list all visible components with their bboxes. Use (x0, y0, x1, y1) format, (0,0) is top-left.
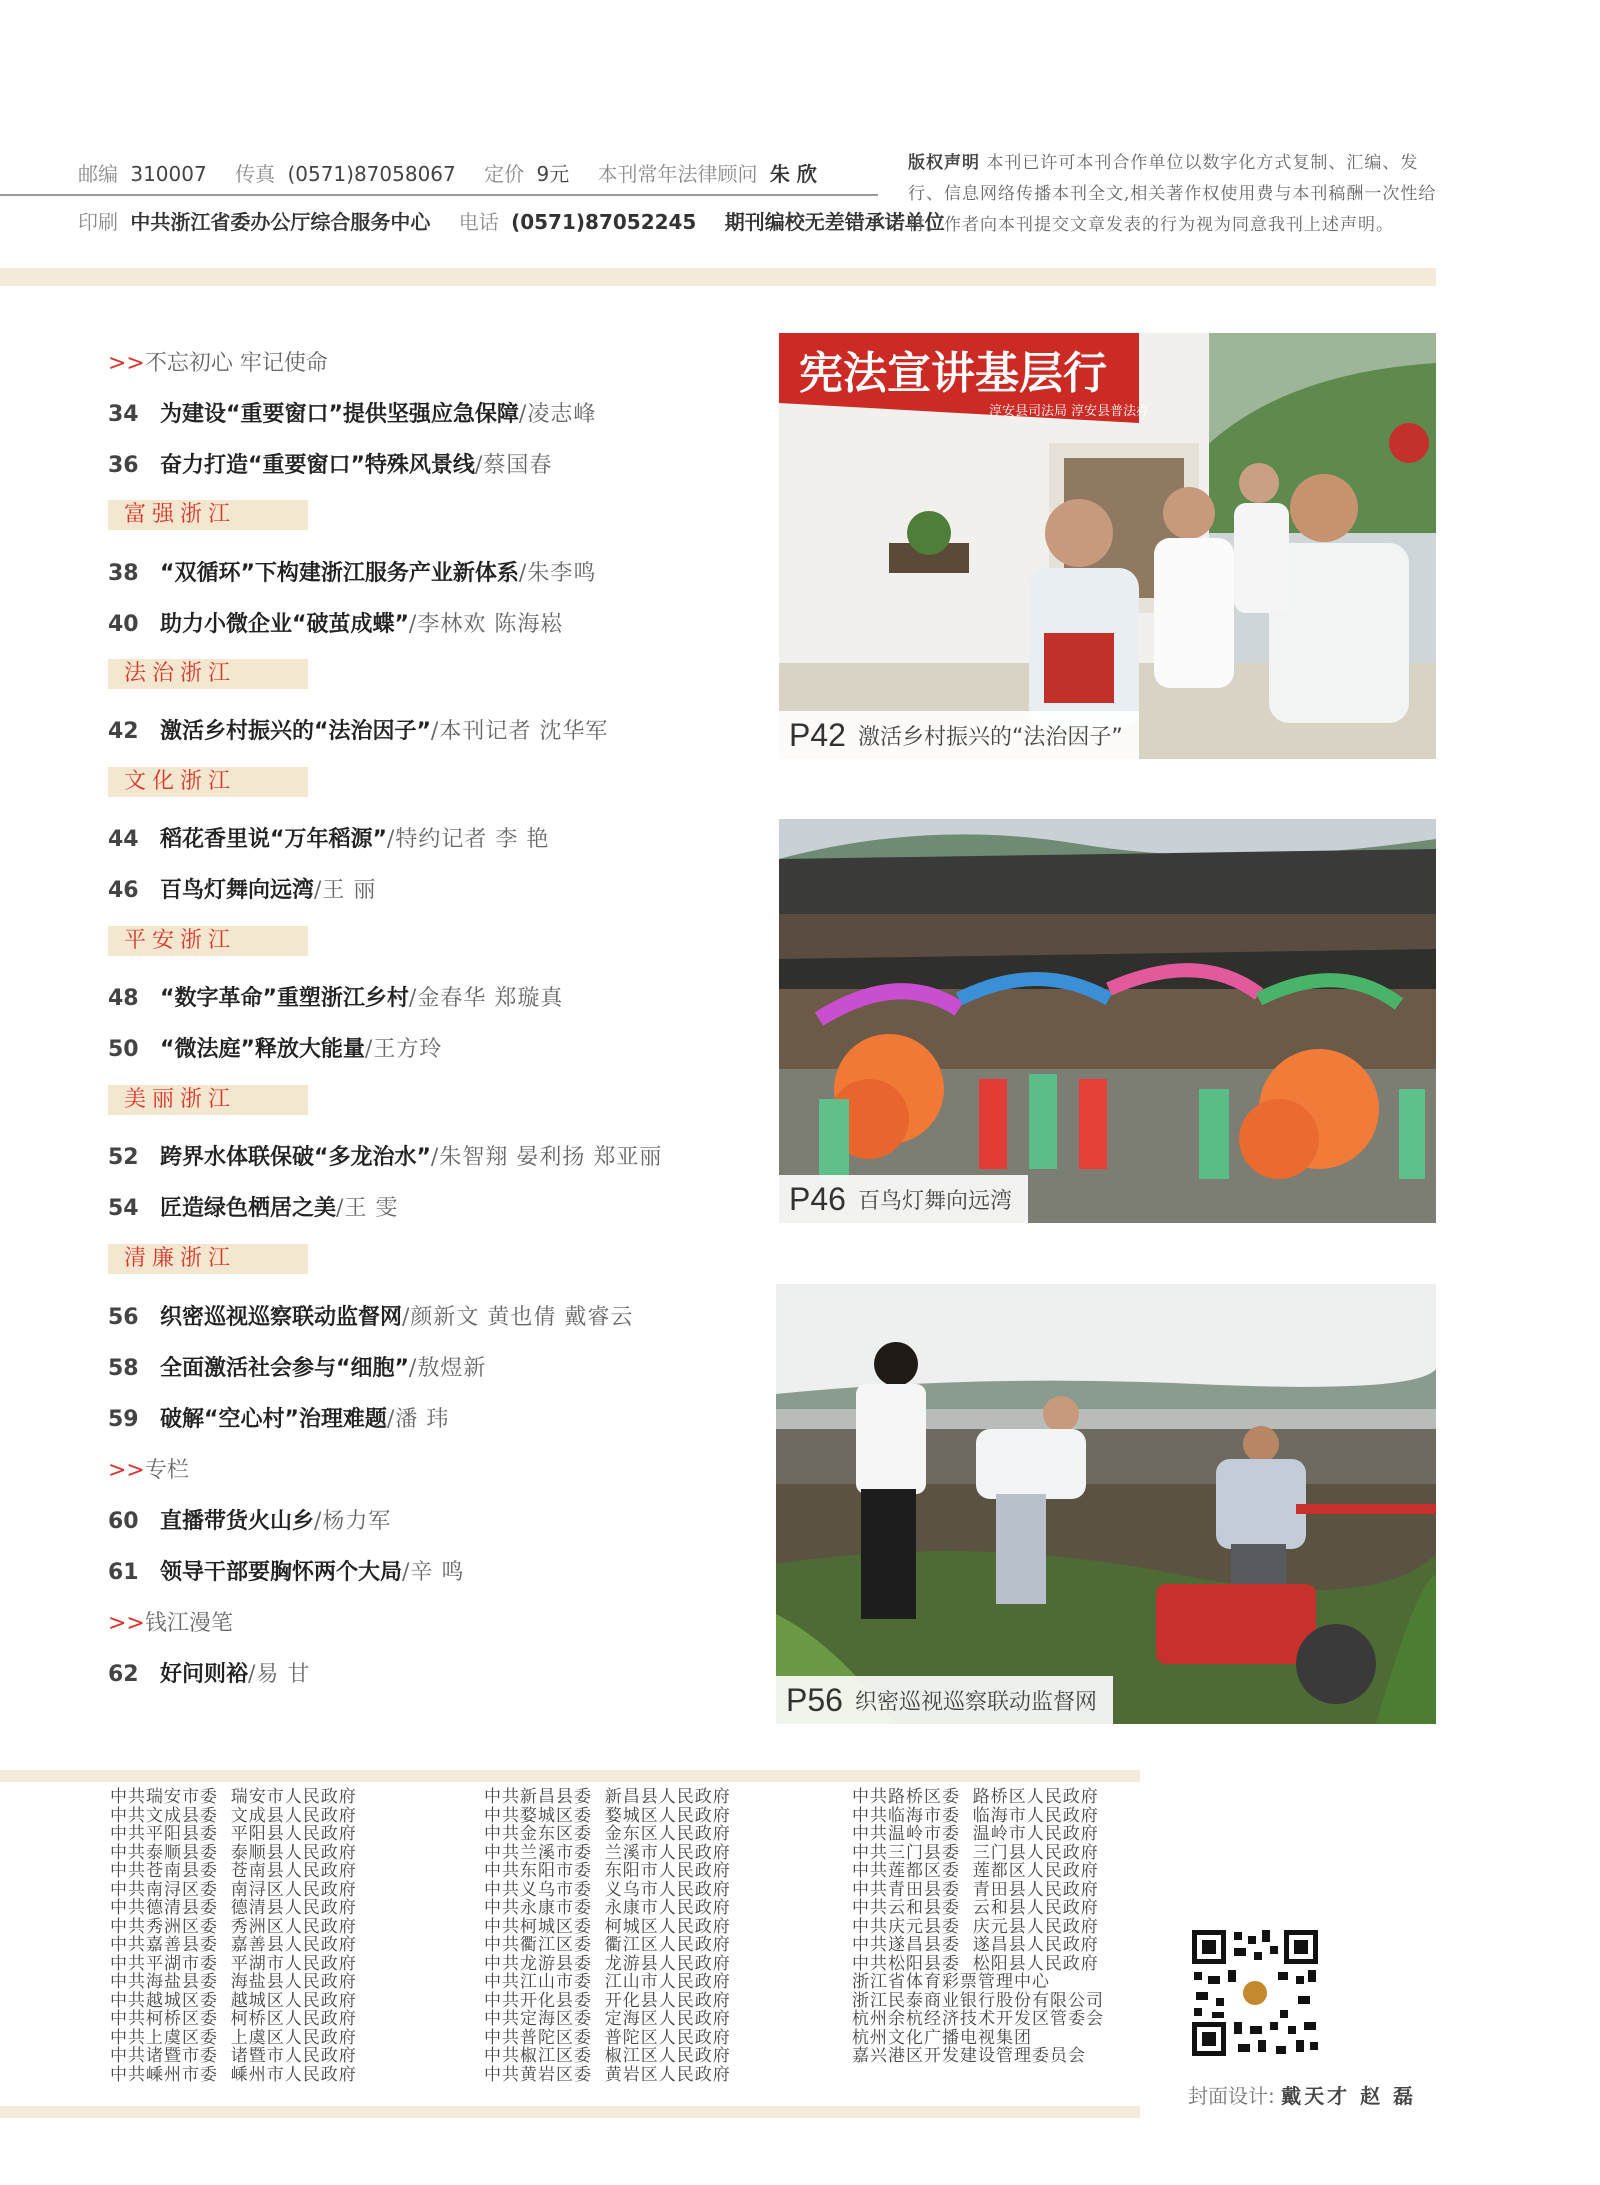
sponsor-line: 中共泰顺县委 泰顺县人民政府 (110, 1842, 357, 1863)
sponsor-line: 中共义乌市委 义乌市人民政府 (484, 1879, 731, 1900)
photo-caption-text: 织密巡视巡察联动监督网 (854, 1689, 1097, 1715)
qr-code-icon (1188, 1926, 1322, 2060)
toc-item[interactable] (108, 1657, 310, 1688)
sponsor-line: 中共海盐县委 海盐县人民政府 (110, 1972, 357, 1992)
page-number: 54 (108, 1196, 139, 1221)
sponsor-line: 中共新昌县委 新昌县人民政府 (484, 1787, 731, 1807)
article-title: 匠造绿色栖居之美 (160, 1196, 337, 1221)
article-author: /敖煜新 (408, 1356, 487, 1381)
page-number: 40 (108, 612, 139, 637)
toc-item[interactable] (108, 1402, 449, 1433)
section-badge: 法治浙江 (108, 659, 308, 689)
sponsor-line: 中共平湖市委 平湖市人民政府 (110, 1953, 357, 1974)
page-number: 58 (108, 1356, 139, 1381)
toc-item[interactable] (108, 556, 596, 587)
photo-page-number: P42 (789, 716, 846, 753)
sponsor-line: 中共椒江区委 椒江区人民政府 (484, 2046, 731, 2066)
page-number: 48 (108, 986, 139, 1011)
article-author: /蔡国春 (474, 453, 553, 478)
page-number: 52 (108, 1145, 139, 1170)
photo-p42[interactable] (779, 333, 1436, 759)
page-number: 62 (108, 1662, 139, 1687)
header-band (0, 268, 1436, 286)
page-number: 44 (108, 827, 139, 852)
page-number: 60 (108, 1509, 139, 1534)
sponsor-line: 中共兰溪市委 兰溪市人民政府 (484, 1842, 731, 1863)
article-author: /易 甘 (248, 1662, 311, 1687)
article-author: /本刊记者 沈华军 (430, 719, 609, 744)
section-badge: 清廉浙江 (108, 1244, 308, 1274)
photo-page-number: P56 (786, 1681, 843, 1718)
article-author: /辛 鸣 (402, 1560, 465, 1585)
lawyer-label: 本刊常年法律顾问 (597, 162, 758, 186)
article-title: 破解“空心村”治理难题 (160, 1407, 387, 1432)
page-number: 34 (108, 402, 139, 427)
toc-item[interactable] (108, 873, 376, 904)
article-author: /杨力军 (314, 1509, 392, 1534)
toc-item[interactable] (108, 981, 563, 1012)
sponsor-band-bottom (0, 2106, 1140, 2118)
section-badge: 平安浙江 (108, 926, 308, 956)
sponsor-line: 中共越城区委 越城区人民政府 (110, 1990, 357, 2011)
copyright-notice (908, 148, 1440, 241)
arrow-icon: >> (108, 1458, 145, 1483)
article-author: /朱智翔 晏利扬 郑亚丽 (430, 1145, 663, 1170)
cover-design-names: 戴天才 赵 磊 (1281, 2084, 1417, 2108)
header-divider (0, 194, 878, 196)
toc-item[interactable] (108, 1191, 398, 1222)
sponsor-line: 中共临海市委 临海市人民政府 (852, 1805, 1099, 1826)
qr-code[interactable] (1188, 1926, 1322, 2060)
article-title: 好问则裕 (160, 1662, 249, 1687)
article-title: 领导干部要胸怀两个大局 (160, 1560, 403, 1585)
page-number: 61 (108, 1560, 139, 1585)
page-number: 42 (108, 719, 139, 744)
phone-label: 电话 (458, 210, 499, 234)
sponsor-column-3 (852, 1788, 1104, 2066)
sponsor-line: 浙江民泰商业银行股份有限公司 (852, 1990, 1104, 2011)
article-author: /金春华 郑璇真 (408, 986, 564, 1011)
section-name: 不忘初心 牢记使命 (144, 351, 328, 376)
sponsor-line: 中共平阳县委 平阳县人民政府 (110, 1824, 357, 1844)
toc-item[interactable] (108, 397, 596, 428)
sponsor-line: 中共青田县委 青田县人民政府 (852, 1879, 1099, 1900)
toc-item[interactable] (108, 1300, 633, 1331)
sponsor-line: 中共三门县委 三门县人民政府 (852, 1842, 1099, 1863)
article-author: /颜新文 黄也倩 戴睿云 (402, 1305, 634, 1330)
sponsor-line: 中共松阳县委 松阳县人民政府 (852, 1953, 1099, 1974)
sponsor-line: 中共路桥区委 路桥区人民政府 (852, 1787, 1099, 1807)
article-title: 跨界水体联保破“多龙治水” (160, 1145, 431, 1170)
sponsor-line: 中共文成县委 文成县人民政府 (110, 1805, 357, 1826)
sponsor-line: 中共金东区委 金东区人民政府 (484, 1824, 731, 1844)
page-number: 46 (108, 878, 139, 903)
sponsor-line: 中共柯城区委 柯城区人民政府 (484, 1916, 731, 1937)
toc-item[interactable] (108, 1555, 464, 1586)
sponsor-line: 中共衢江区委 衢江区人民政府 (484, 1935, 731, 1955)
price: 9元 (536, 162, 570, 186)
sponsor-line: 中共上虞区委 上虞区人民政府 (110, 2027, 357, 2048)
toc-item[interactable] (108, 822, 549, 853)
toc-item[interactable] (108, 448, 552, 479)
article-title: 稻花香里说“万年稻源” (160, 827, 387, 852)
copyright-text: 本刊已许可本刊合作单位以数字化方式复制、汇编、发行、信息网络传播本刊全文,相关著作权使用费与本刊稿酬一次性给付。作者向本刊提交文章发表的行为视为同意我刊上述声明。 (908, 153, 1437, 235)
toc-item[interactable] (108, 1140, 662, 1171)
photo-caption (776, 1676, 1113, 1724)
page-number: 56 (108, 1305, 139, 1330)
sponsor-line: 中共永康市委 永康市人民政府 (484, 1898, 731, 1918)
article-title: “数字革命”重塑浙江乡村 (160, 986, 409, 1011)
article-author: /王 丽 (314, 878, 377, 903)
photo-p42-illustration (779, 333, 1436, 759)
article-author: /王方玲 (364, 1037, 443, 1062)
sponsor-line: 嘉兴港区开发建设管理委员会 (852, 2046, 1086, 2066)
photo-p46-illustration (779, 819, 1436, 1223)
postcode-label: 邮编 (78, 162, 118, 186)
photo-p56[interactable] (776, 1284, 1436, 1724)
photo-caption-text: 激活乡村振兴的“法治因子” (857, 724, 1123, 750)
sponsor-line: 中共婺城区委 婺城区人民政府 (484, 1805, 731, 1826)
cover-design-credit (1188, 2080, 1416, 2109)
article-title: 直播带货火山乡 (160, 1509, 315, 1534)
toc-item[interactable] (108, 1032, 442, 1063)
sponsor-column-1 (110, 1788, 357, 2084)
page-number: 38 (108, 561, 139, 586)
photo-p46[interactable] (779, 819, 1436, 1223)
header-row-1 (78, 158, 839, 187)
sponsor-line: 杭州余杭经济技术开发区管委会 (852, 2009, 1104, 2029)
sponsor-line: 浙江省体育彩票管理中心 (852, 1972, 1050, 1992)
photo-caption-text: 百鸟灯舞向远湾 (857, 1188, 1012, 1214)
sponsor-line: 中共江山市委 江山市人民政府 (484, 1972, 731, 1992)
sponsor-column-2 (484, 1788, 731, 2084)
printer-label: 印刷 (78, 210, 118, 234)
postcode: 310007 (130, 162, 207, 186)
article-title: 全面激活社会参与“细胞” (160, 1356, 409, 1381)
sponsor-line: 中共东阳市委 东阳市人民政府 (484, 1861, 731, 1881)
banner-subtext: 淳安县司法局 淳安县普法办 (989, 404, 1150, 419)
sponsor-line: 杭州文化广播电视集团 (852, 2027, 1032, 2048)
article-title: 助力小微企业“破茧成蝶” (160, 612, 409, 637)
article-title: “微法庭”释放大能量 (160, 1037, 365, 1062)
page-number: 36 (108, 453, 139, 478)
article-author: /王 雯 (336, 1196, 399, 1221)
sponsor-line: 中共南浔区委 南浔区人民政府 (110, 1879, 357, 1900)
toc-item[interactable] (108, 1351, 486, 1382)
article-title: 激活乡村振兴的“法治因子” (160, 719, 431, 744)
sponsor-line: 中共莲都区委 莲都区人民政府 (852, 1861, 1099, 1881)
section-column (108, 1606, 233, 1637)
sponsor-band-top (0, 1770, 1140, 1782)
article-title: “双循环”下构建浙江服务产业新体系 (160, 561, 519, 586)
sponsor-line: 中共云和县委 云和县人民政府 (852, 1898, 1099, 1918)
photo-page-number: P46 (789, 1180, 846, 1217)
article-author: /李林欢 陈海崧 (408, 612, 564, 637)
article-title: 百鸟灯舞向远湾 (160, 878, 315, 903)
section-badge: 文化浙江 (108, 767, 308, 797)
fax-label: 传真 (235, 162, 276, 186)
arrow-icon: >> (108, 351, 145, 376)
printer: 中共浙江省委办公厅综合服务中心 (130, 210, 431, 234)
section-column (108, 1453, 189, 1484)
arrow-icon: >> (108, 1611, 145, 1636)
photo-caption (779, 711, 1139, 759)
photo-caption (779, 1175, 1028, 1223)
article-title: 织密巡视巡察联动监督网 (160, 1305, 403, 1330)
price-label: 定价 (484, 162, 525, 186)
fax: (0571)87058067 (287, 162, 456, 186)
article-author: /特约记者 李 艳 (386, 827, 550, 852)
sponsor-line: 中共普陀区委 普陀区人民政府 (484, 2027, 731, 2048)
toc-item[interactable] (108, 1504, 391, 1535)
section-name: 钱江漫笔 (144, 1611, 233, 1636)
page-number: 50 (108, 1037, 139, 1062)
section-column (108, 346, 328, 377)
phone: (0571)87052245 (511, 210, 697, 234)
sponsor-line: 中共遂昌县委 遂昌县人民政府 (852, 1935, 1099, 1955)
header-row-2 (78, 206, 967, 235)
sponsor-line: 中共定海区委 定海区人民政府 (484, 2009, 731, 2029)
sponsor-line: 中共瑞安市委 瑞安市人民政府 (110, 1787, 357, 1807)
sponsor-line: 中共黄岩区委 黄岩区人民政府 (484, 2064, 731, 2085)
article-author: /凌志峰 (518, 402, 597, 427)
toc-item[interactable] (108, 714, 608, 745)
sponsor-line: 中共嵊州市委 嵊州市人民政府 (110, 2064, 357, 2085)
pledge: 期刊编校无差错承诺单位 (724, 210, 945, 234)
article-title: 为建设“重要窗口”提供坚强应急保障 (160, 402, 519, 427)
article-author: /朱李鸣 (518, 561, 597, 586)
banner-text: 宪法宣讲基层行 (799, 348, 1107, 399)
sponsor-line: 中共龙游县委 龙游县人民政府 (484, 1953, 731, 1974)
section-name: 专栏 (144, 1458, 189, 1483)
sponsor-line: 中共庆元县委 庆元县人民政府 (852, 1916, 1099, 1937)
sponsor-line: 中共柯桥区委 柯桥区人民政府 (110, 2009, 357, 2029)
article-author: /潘 玮 (386, 1407, 450, 1432)
photo-p56-illustration (776, 1284, 1436, 1724)
section-badge: 富强浙江 (108, 500, 308, 530)
section-badge: 美丽浙江 (108, 1085, 308, 1115)
article-title: 奋力打造“重要窗口”特殊风景线 (160, 453, 475, 478)
copyright-label: 版权声明 (908, 153, 980, 173)
sponsor-line: 中共诸暨市委 诸暨市人民政府 (110, 2046, 357, 2066)
sponsor-line: 中共秀洲区委 秀洲区人民政府 (110, 1916, 357, 1937)
lawyer: 朱 欣 (769, 162, 817, 186)
sponsor-line: 中共温岭市委 温岭市人民政府 (852, 1824, 1099, 1844)
toc-item[interactable] (108, 607, 563, 638)
cover-design-label: 封面设计: (1188, 2084, 1275, 2108)
sponsor-line: 中共开化县委 开化县人民政府 (484, 1990, 731, 2011)
sponsor-line: 中共德清县委 德清县人民政府 (110, 1898, 357, 1918)
sponsor-line: 中共嘉善县委 嘉善县人民政府 (110, 1935, 357, 1955)
page-number: 59 (108, 1407, 139, 1432)
sponsor-line: 中共苍南县委 苍南县人民政府 (110, 1861, 357, 1881)
